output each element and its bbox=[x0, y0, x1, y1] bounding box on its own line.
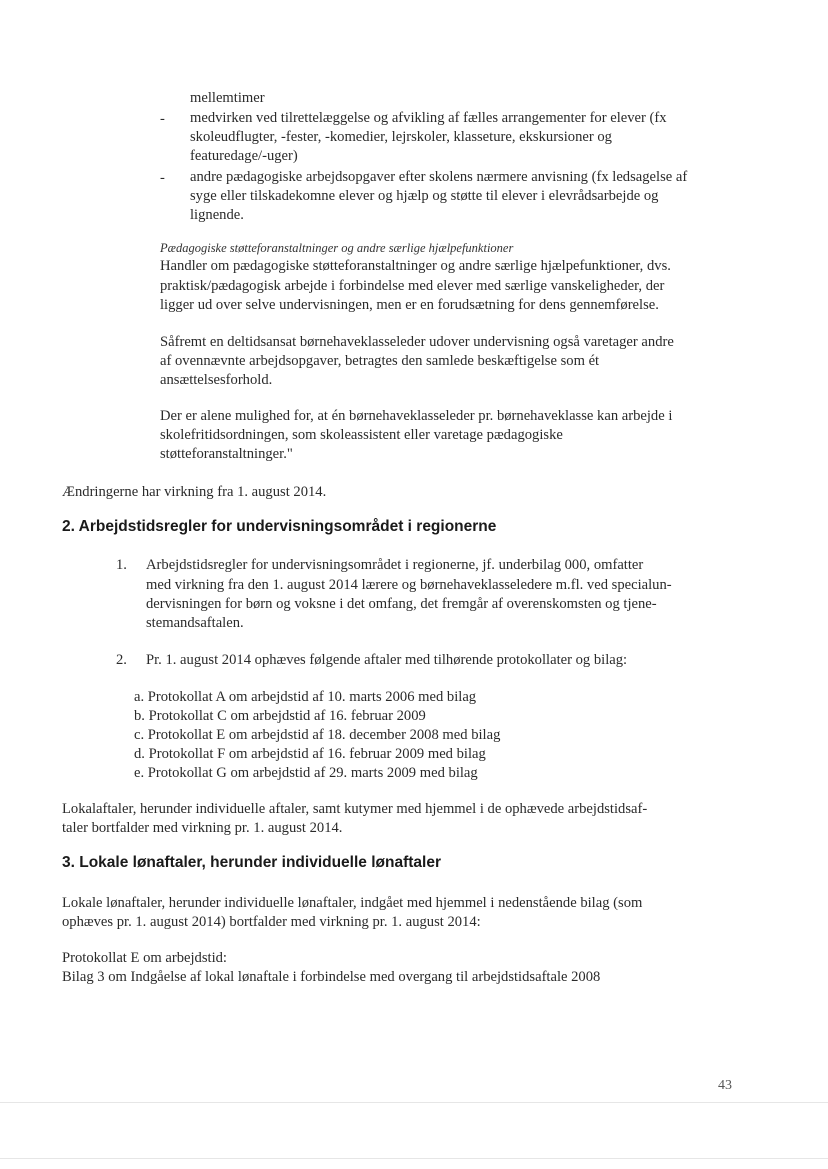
item-1-number: 1. bbox=[116, 557, 127, 573]
para-3-line-2: skolefritidsordningen, som skoleassistent eller varetage pædagogiske bbox=[160, 427, 563, 443]
item-1-line-2: med virkning fra den 1. august 2014 lærere og børnehaveklasseledere m.fl. ved specialun- bbox=[146, 577, 672, 593]
section-3-heading: 3. Lokale lønaftaler, herunder individuelle lønaftaler bbox=[62, 854, 441, 871]
bullet-1-line-1: medvirken ved tilrettelæggelse og afvikling af fælles arrangementer for elever (fx bbox=[190, 110, 667, 126]
para-1-line-3: ligger ud over selve undervisningen, men er en forudsætning for dens gennemførelse. bbox=[160, 297, 659, 313]
para-3-line-3: støtteforanstaltninger." bbox=[160, 446, 293, 462]
para-3-line-1: Der er alene mulighed for, at én børnehaveklasseleder pr. børnehaveklasse kan arbejde i bbox=[160, 408, 673, 424]
section-2-closing-line-2: taler bortfalder med virkning pr. 1. august 2014. bbox=[62, 820, 343, 836]
section-3-para-line-1: Lokale lønaftaler, herunder individuelle lønaftaler, indgået med hjemmel i nedenstående bilag (som bbox=[62, 895, 643, 911]
para-1-line-1: Handler om pædagogiske støtteforanstaltninger og andre særlige hjælpefunktioner, dvs. bbox=[160, 258, 671, 274]
bullet-dash: - bbox=[160, 170, 165, 186]
protocol-item: b. Protokollat C om arbejdstid af 16. februar 2009 bbox=[134, 708, 426, 724]
para-2-line-1: Såfremt en deltidsansat børnehaveklasseleder udover undervisning også varetager andre bbox=[160, 334, 674, 350]
bullet-1-line-2: skoleudflugter, -fester, -komedier, lejrskoler, klasseture, ekskursioner og bbox=[190, 129, 612, 145]
scan-edge-line bbox=[0, 1158, 828, 1159]
para-2-line-3: ansættelsesforhold. bbox=[160, 372, 273, 388]
protocol-item: c. Protokollat E om arbejdstid af 18. december 2008 med bilag bbox=[134, 727, 501, 743]
item-1-line-1: Arbejdstidsregler for undervisningsområdet i regionerne, jf. underbilag 000, omfatter bbox=[146, 557, 644, 573]
protocol-label: Protokollat E om arbejdstid: bbox=[62, 950, 227, 966]
protocol-item: d. Protokollat F om arbejdstid af 16. februar 2009 med bilag bbox=[134, 746, 486, 762]
bullet-1-line-3: featuredage/-uger) bbox=[190, 148, 298, 164]
item-1-line-3: dervisningen for børn og voksne i det omfang, det fremgår af overenskomsten og tjene- bbox=[146, 596, 657, 612]
protocol-item: e. Protokollat G om arbejdstid af 29. marts 2009 med bilag bbox=[134, 765, 478, 781]
bullet-2-line-1: andre pædagogiske arbejdsopgaver efter skolens nærmere anvisning (fx ledsagelse af bbox=[190, 169, 688, 185]
protocol-item: a. Protokollat A om arbejdstid af 10. marts 2006 med bilag bbox=[134, 689, 477, 705]
section-2-closing-line-1: Lokalaftaler, herunder individuelle aftaler, samt kutymer med hjemmel i de ophævede arbejdstidsaf- bbox=[62, 801, 648, 817]
item-2-line-1: Pr. 1. august 2014 ophæves følgende aftaler med tilhørende protokollater og bilag: bbox=[146, 652, 628, 668]
para-2-line-2: af ovennævnte arbejdsopgaver, betragtes den samlede beskæftigelse som ét bbox=[160, 353, 600, 369]
page-number: 43 bbox=[718, 1078, 732, 1093]
item-1-line-4: stemandsaftalen. bbox=[146, 615, 244, 631]
section-3-para-line-2: ophæves pr. 1. august 2014) bortfalder med virkning pr. 1. august 2014: bbox=[62, 914, 481, 930]
bullet-dash: - bbox=[160, 111, 165, 127]
bullet-2-line-3: lignende. bbox=[190, 207, 244, 223]
section-2-heading: 2. Arbejdstidsregler for undervisningsområdet i regionerne bbox=[62, 518, 497, 535]
item-2-number: 2. bbox=[116, 652, 127, 668]
scan-edge-line bbox=[0, 1102, 828, 1103]
para-1-line-2: praktisk/pædagogisk arbejde i forbindelse med elever med særlige vanskeligheder, der bbox=[160, 278, 665, 294]
bullet-2-line-2: syge eller tilskadekomne elever og hjælp og støtte til elever i elevrådsarbejde og bbox=[190, 188, 659, 204]
effective-date-line: Ændringerne har virkning fra 1. august 2014. bbox=[62, 484, 327, 500]
bilag-line: Bilag 3 om Indgåelse af lokal lønaftale i forbindelse med overgang til arbejdstidsaftale 2008 bbox=[62, 969, 601, 985]
subheading: Pædagogiske støtteforanstaltninger og andre særlige hjælpefunktioner bbox=[160, 241, 514, 255]
intro-line: mellemtimer bbox=[190, 90, 265, 106]
